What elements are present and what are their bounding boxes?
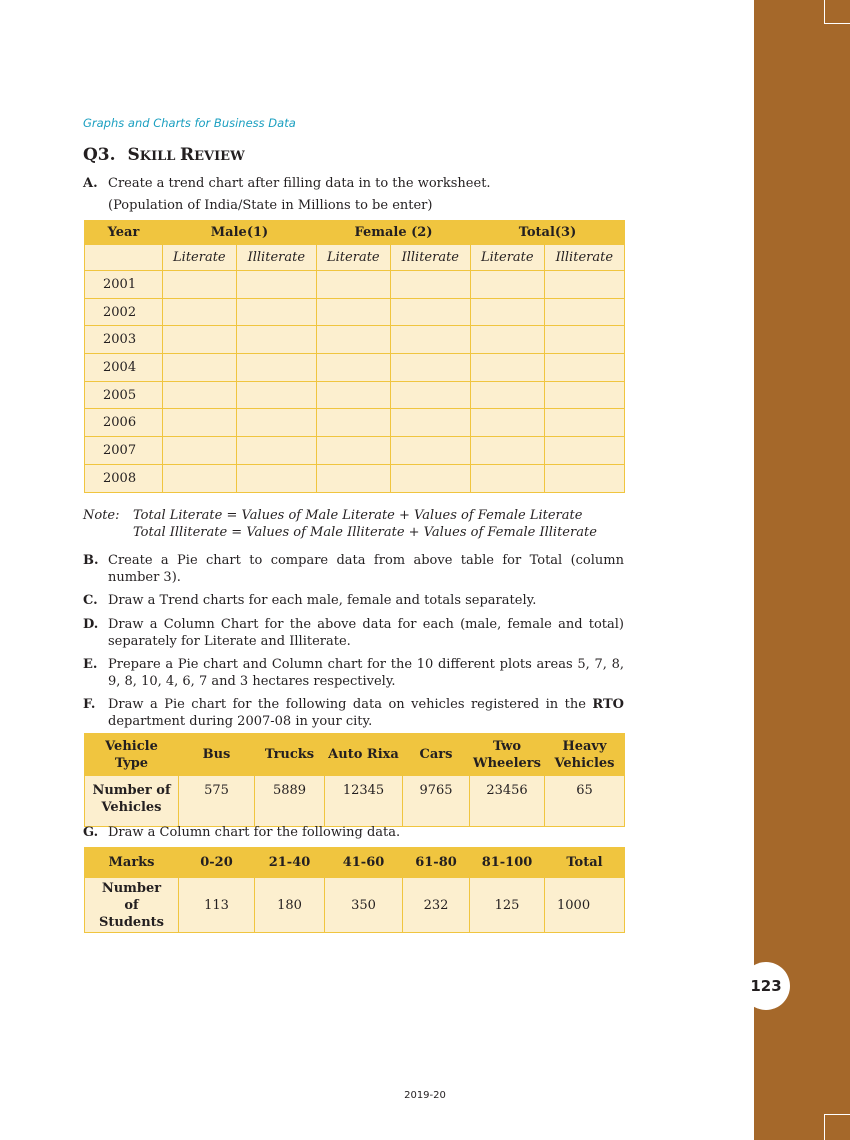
header-marks: Marks — [85, 848, 179, 878]
item-label: A. — [83, 176, 98, 191]
subheader-cell: Illiterate — [390, 245, 470, 271]
item-label: C. — [83, 593, 98, 608]
row-label — [85, 776, 179, 827]
table-header-row — [85, 848, 625, 878]
blank-cell — [470, 464, 544, 492]
blank-cell — [316, 271, 390, 299]
blank-cell — [316, 326, 390, 354]
blank-cell — [544, 464, 624, 492]
header-range: 0-20 — [179, 848, 255, 878]
value-cell: 1000 — [545, 878, 625, 933]
blank-cell — [316, 464, 390, 492]
table-row — [85, 354, 625, 382]
item-text: Create a Pie chart to compare data from above table for Total (column number 3). — [108, 553, 624, 585]
blank-cell — [316, 437, 390, 465]
item-text: Create a trend chart after filling data in to the worksheet. — [108, 176, 491, 191]
header-female: Female (2) — [316, 221, 470, 245]
running-head: Graphs and Charts for Business Data — [83, 116, 296, 130]
table-row — [85, 381, 625, 409]
item-g — [83, 824, 624, 841]
subheader-cell: Literate — [470, 245, 544, 271]
question-title — [83, 145, 245, 165]
heading-cap-2: R — [179, 145, 195, 165]
item-e — [83, 656, 624, 690]
header-line: Type — [114, 755, 149, 771]
blank-cell — [544, 271, 624, 299]
value-cell: 350 — [325, 878, 403, 933]
item-label: D. — [83, 617, 99, 632]
table-header-row — [85, 734, 625, 776]
item-d — [83, 616, 624, 650]
year-cell: 2006 — [85, 409, 163, 437]
blank-cell — [163, 271, 237, 299]
subheader-blank — [85, 245, 163, 271]
table-row — [85, 437, 625, 465]
blank-cell — [544, 326, 624, 354]
item-a — [83, 175, 624, 192]
page-number: 123 — [742, 962, 790, 1010]
item-text: Draw a Trend charts for each male, female and totals separately. — [108, 593, 537, 608]
header-heavy-vehicles — [545, 734, 625, 776]
blank-cell — [163, 464, 237, 492]
item-label: B. — [83, 553, 99, 568]
year-cell: 2007 — [85, 437, 163, 465]
header-line: Two — [492, 738, 522, 754]
note-line-1 — [83, 507, 597, 524]
year-cell: 2008 — [85, 464, 163, 492]
row-label-line: Number of — [92, 783, 171, 798]
blank-cell — [544, 298, 624, 326]
question-number: Q3. — [83, 145, 116, 165]
item-f-text-1: Draw a Pie chart for the following data on vehicles registered in the — [108, 697, 593, 712]
note-text-2: Total Illiterate = Values of Male Illiterate + Values of Female Illiterate — [133, 525, 597, 540]
blank-cell — [544, 409, 624, 437]
table-row — [85, 776, 625, 827]
blank-cell — [470, 381, 544, 409]
item-label: F. — [83, 697, 96, 712]
table-row — [85, 298, 625, 326]
blank-cell — [470, 326, 544, 354]
blank-cell — [163, 298, 237, 326]
item-text — [108, 696, 624, 730]
blank-cell — [236, 437, 316, 465]
row-label-line: of — [124, 897, 139, 913]
blank-cell — [390, 409, 470, 437]
item-text: Prepare a Pie chart and Column chart for the 10 different plots areas 5, 7, 8, 9, 8, 10, 4, 6, 7 and 3 hectares respectively. — [108, 657, 624, 689]
blank-cell — [390, 437, 470, 465]
heading-cap-1: S — [127, 145, 140, 165]
blank-cell — [236, 271, 316, 299]
header-two-wheelers — [470, 734, 545, 776]
header-total: Total — [545, 848, 625, 878]
table-row — [85, 409, 625, 437]
blank-cell — [390, 381, 470, 409]
header-vehicle-type — [85, 734, 179, 776]
subheader-cell: Literate — [163, 245, 237, 271]
item-a-subtext: (Population of India/State in Millions to be enter) — [108, 198, 433, 213]
question-heading — [127, 145, 244, 165]
note-label: Note: — [83, 508, 120, 523]
item-text: Draw a Column chart for the following data. — [108, 825, 401, 840]
blank-cell — [470, 271, 544, 299]
item-label: G. — [83, 825, 99, 840]
header-line: Wheelers — [473, 755, 541, 771]
blank-cell — [316, 354, 390, 382]
blank-cell — [544, 437, 624, 465]
value-cell: 23456 — [470, 776, 545, 827]
table-row — [85, 271, 625, 299]
header-trucks: Trucks — [255, 734, 325, 776]
year-cell: 2003 — [85, 326, 163, 354]
header-bus: Bus — [179, 734, 255, 776]
item-text: Draw a Column Chart for the above data for each (male, female and total) separately for Literate and Illiterate. — [108, 617, 624, 649]
subheader-cell: Illiterate — [236, 245, 316, 271]
blank-cell — [163, 381, 237, 409]
blank-cell — [390, 271, 470, 299]
blank-cell — [316, 298, 390, 326]
blank-cell — [470, 354, 544, 382]
item-c — [83, 592, 624, 609]
blank-cell — [236, 409, 316, 437]
blank-cell — [470, 437, 544, 465]
header-male: Male(1) — [163, 221, 317, 245]
value-cell: 9765 — [403, 776, 470, 827]
value-cell: 12345 — [325, 776, 403, 827]
blank-cell — [163, 409, 237, 437]
note-text-1: Total Literate = Values of Male Literate + Values of Female Literate — [133, 508, 583, 523]
item-b — [83, 552, 624, 586]
header-line: Vehicles — [554, 755, 615, 771]
row-label-line: Students — [99, 914, 164, 930]
crop-mark-bottom — [824, 1114, 850, 1140]
header-year: Year — [85, 221, 163, 245]
header-range: 61-80 — [403, 848, 470, 878]
footer-year: 2019-20 — [404, 1090, 446, 1101]
blank-cell — [163, 354, 237, 382]
item-f — [83, 696, 624, 730]
blank-cell — [544, 381, 624, 409]
marks-students-table — [84, 847, 625, 933]
year-cell: 2001 — [85, 271, 163, 299]
year-cell: 2005 — [85, 381, 163, 409]
heading-small-1: KILL — [139, 149, 180, 164]
table-header-row — [85, 221, 625, 245]
header-cars: Cars — [403, 734, 470, 776]
blank-cell — [316, 381, 390, 409]
item-label: E. — [83, 657, 98, 672]
value-cell: 65 — [545, 776, 625, 827]
blank-cell — [390, 464, 470, 492]
blank-cell — [236, 298, 316, 326]
vehicle-registration-table — [84, 733, 625, 827]
header-total: Total(3) — [470, 221, 624, 245]
blank-cell — [236, 326, 316, 354]
header-auto-rixa: Auto Rixa — [325, 734, 403, 776]
item-f-bold: RTO — [592, 697, 624, 712]
row-label-line: Vehicles — [101, 800, 162, 815]
crop-mark-top — [824, 0, 850, 24]
blank-cell — [236, 381, 316, 409]
table-row — [85, 326, 625, 354]
header-line: Vehicle — [105, 738, 158, 754]
population-worksheet-table — [84, 220, 625, 493]
table-row — [85, 878, 625, 933]
year-cell: 2002 — [85, 298, 163, 326]
blank-cell — [470, 409, 544, 437]
item-f-text-2: department during 2007-08 in your city. — [108, 714, 373, 729]
blank-cell — [390, 298, 470, 326]
table-row — [85, 464, 625, 492]
year-cell: 2004 — [85, 354, 163, 382]
header-line: Heavy — [562, 738, 607, 754]
value-cell: 180 — [255, 878, 325, 933]
blank-cell — [163, 326, 237, 354]
subheader-cell: Literate — [316, 245, 390, 271]
value-cell: 232 — [403, 878, 470, 933]
subheader-cell: Illiterate — [544, 245, 624, 271]
note-line-2 — [83, 524, 597, 541]
blank-cell — [236, 464, 316, 492]
header-range: 81-100 — [470, 848, 545, 878]
blank-cell — [316, 409, 390, 437]
value-cell: 113 — [179, 878, 255, 933]
blank-cell — [470, 298, 544, 326]
row-label — [85, 878, 179, 933]
blank-cell — [390, 326, 470, 354]
value-cell: 5889 — [255, 776, 325, 827]
header-range: 41-60 — [325, 848, 403, 878]
table-note — [83, 507, 597, 541]
blank-cell — [163, 437, 237, 465]
row-label-line: Number — [101, 880, 162, 896]
heading-small-2: EVIEW — [194, 149, 245, 164]
value-cell: 575 — [179, 776, 255, 827]
blank-cell — [236, 354, 316, 382]
blank-cell — [390, 354, 470, 382]
value-cell: 125 — [470, 878, 545, 933]
table-subheader-row — [85, 245, 625, 271]
header-range: 21-40 — [255, 848, 325, 878]
blank-cell — [544, 354, 624, 382]
